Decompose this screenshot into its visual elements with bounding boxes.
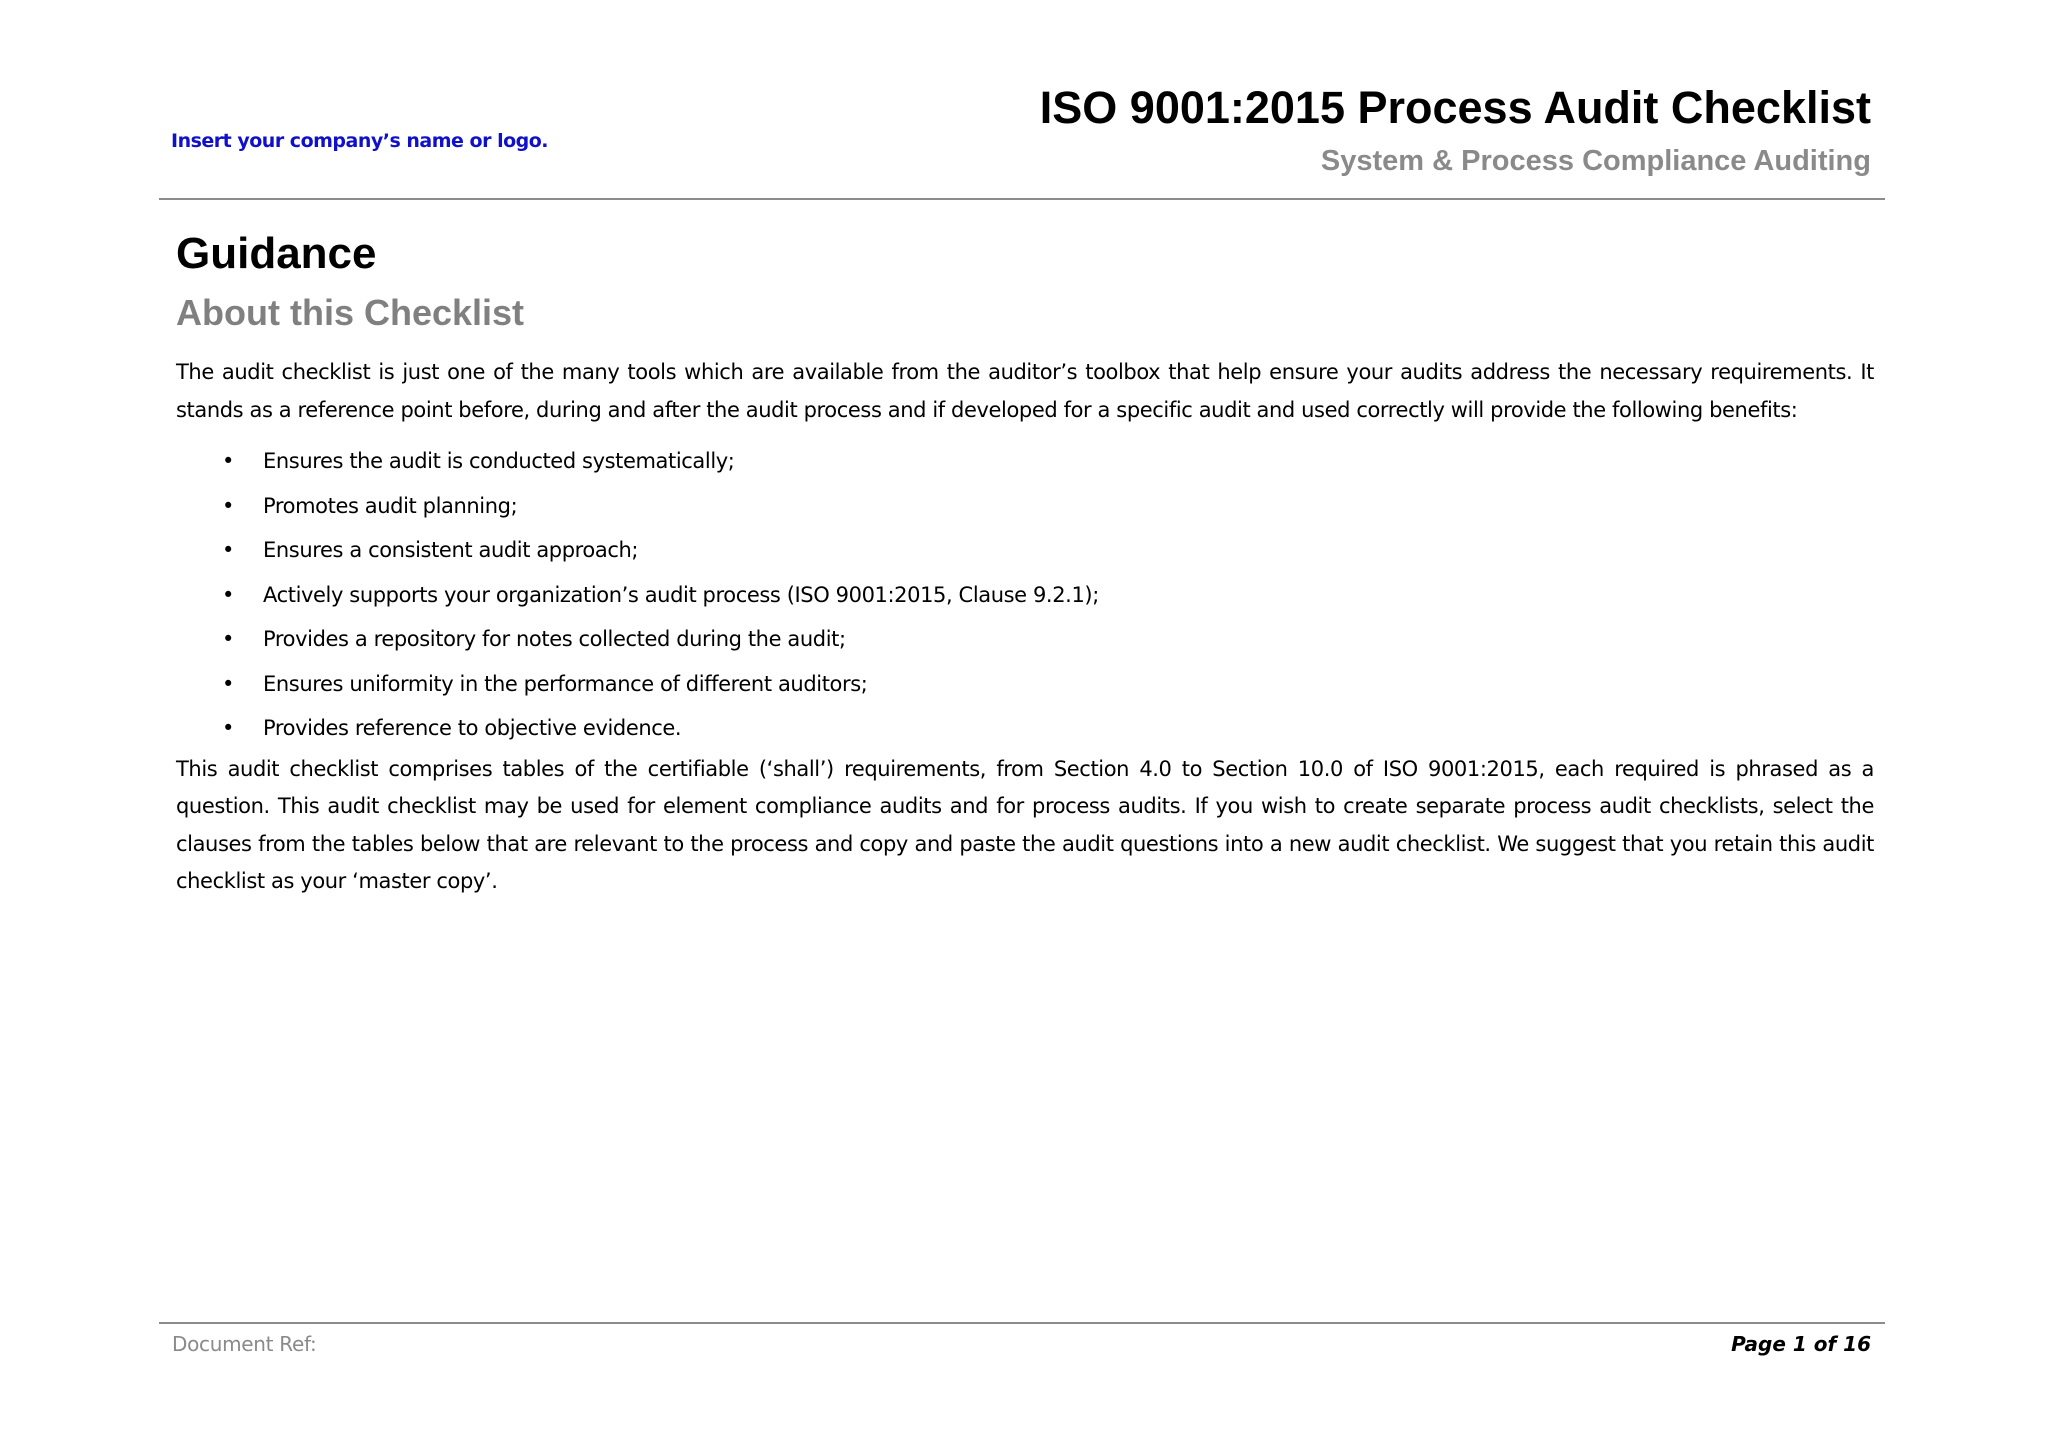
list-item-text: Actively supports your organization’s audit process (ISO 9001:2015, Clause 9.2.1);	[263, 582, 1099, 607]
closing-paragraph: This audit checklist comprises tables of the certifiable (‘shall’) requirements, from Section 4.0 to Section 10.0 of ISO 9001:2015, each required is phrased as a question. This audit checklist may be used for element compliance audits and for process audits. If you wish to create separate process audit checklists, select the clauses from the tables below that are relevant to the process and copy and paste the audit questions into a new audit checklist. We suggest that you retain this audit checklist as your ‘master copy’.	[176, 756, 1874, 893]
document-title: ISO 9001:2015 Process Audit Checklist	[1039, 82, 1871, 133]
document-ref-label: Document Ref:	[172, 1332, 317, 1356]
list-item	[176, 662, 1874, 707]
benefits-list	[176, 439, 1874, 751]
list-item-text: Ensures the audit is conducted systematically;	[263, 449, 735, 473]
list-item	[176, 573, 1874, 618]
page-body	[176, 222, 1874, 901]
section-heading: Guidance	[176, 229, 377, 278]
bullet-icon: •	[222, 582, 234, 607]
bullet-icon: •	[222, 538, 234, 562]
list-item	[176, 484, 1874, 529]
page-indicator: Page 1 of 16	[1731, 1332, 1871, 1356]
list-item	[176, 439, 1874, 484]
section-subheading: About this Checklist	[176, 292, 525, 333]
list-item	[176, 528, 1874, 573]
list-item-text: Promotes audit planning;	[263, 493, 518, 518]
company-name-placeholder[interactable]: Insert your company’s name or logo.	[171, 130, 549, 152]
list-item	[176, 617, 1874, 662]
document-subtitle: System & Process Compliance Auditing	[1320, 145, 1871, 177]
bullet-icon: •	[222, 716, 234, 740]
bullet-icon: •	[222, 671, 234, 696]
bullet-icon: •	[222, 627, 234, 651]
bullet-icon: •	[222, 449, 234, 473]
list-item-text: Provides reference to objective evidence.	[263, 716, 682, 740]
page-header	[159, 0, 1885, 200]
page-footer	[159, 1322, 1885, 1364]
list-item-text: Ensures uniformity in the performance of different auditors;	[263, 671, 868, 696]
list-item	[176, 706, 1874, 751]
intro-paragraph: The audit checklist is just one of the many tools which are available from the auditor’s toolbox that help ensure your audits address the necessary requirements. It stands as a reference point before, during and after the audit process and if developed for a specific audit and used correctly will provide the following benefits:	[176, 360, 1874, 422]
list-item-text: Provides a repository for notes collected during the audit;	[263, 627, 846, 651]
list-item-text: Ensures a consistent audit approach;	[263, 538, 639, 562]
bullet-icon: •	[222, 493, 234, 518]
